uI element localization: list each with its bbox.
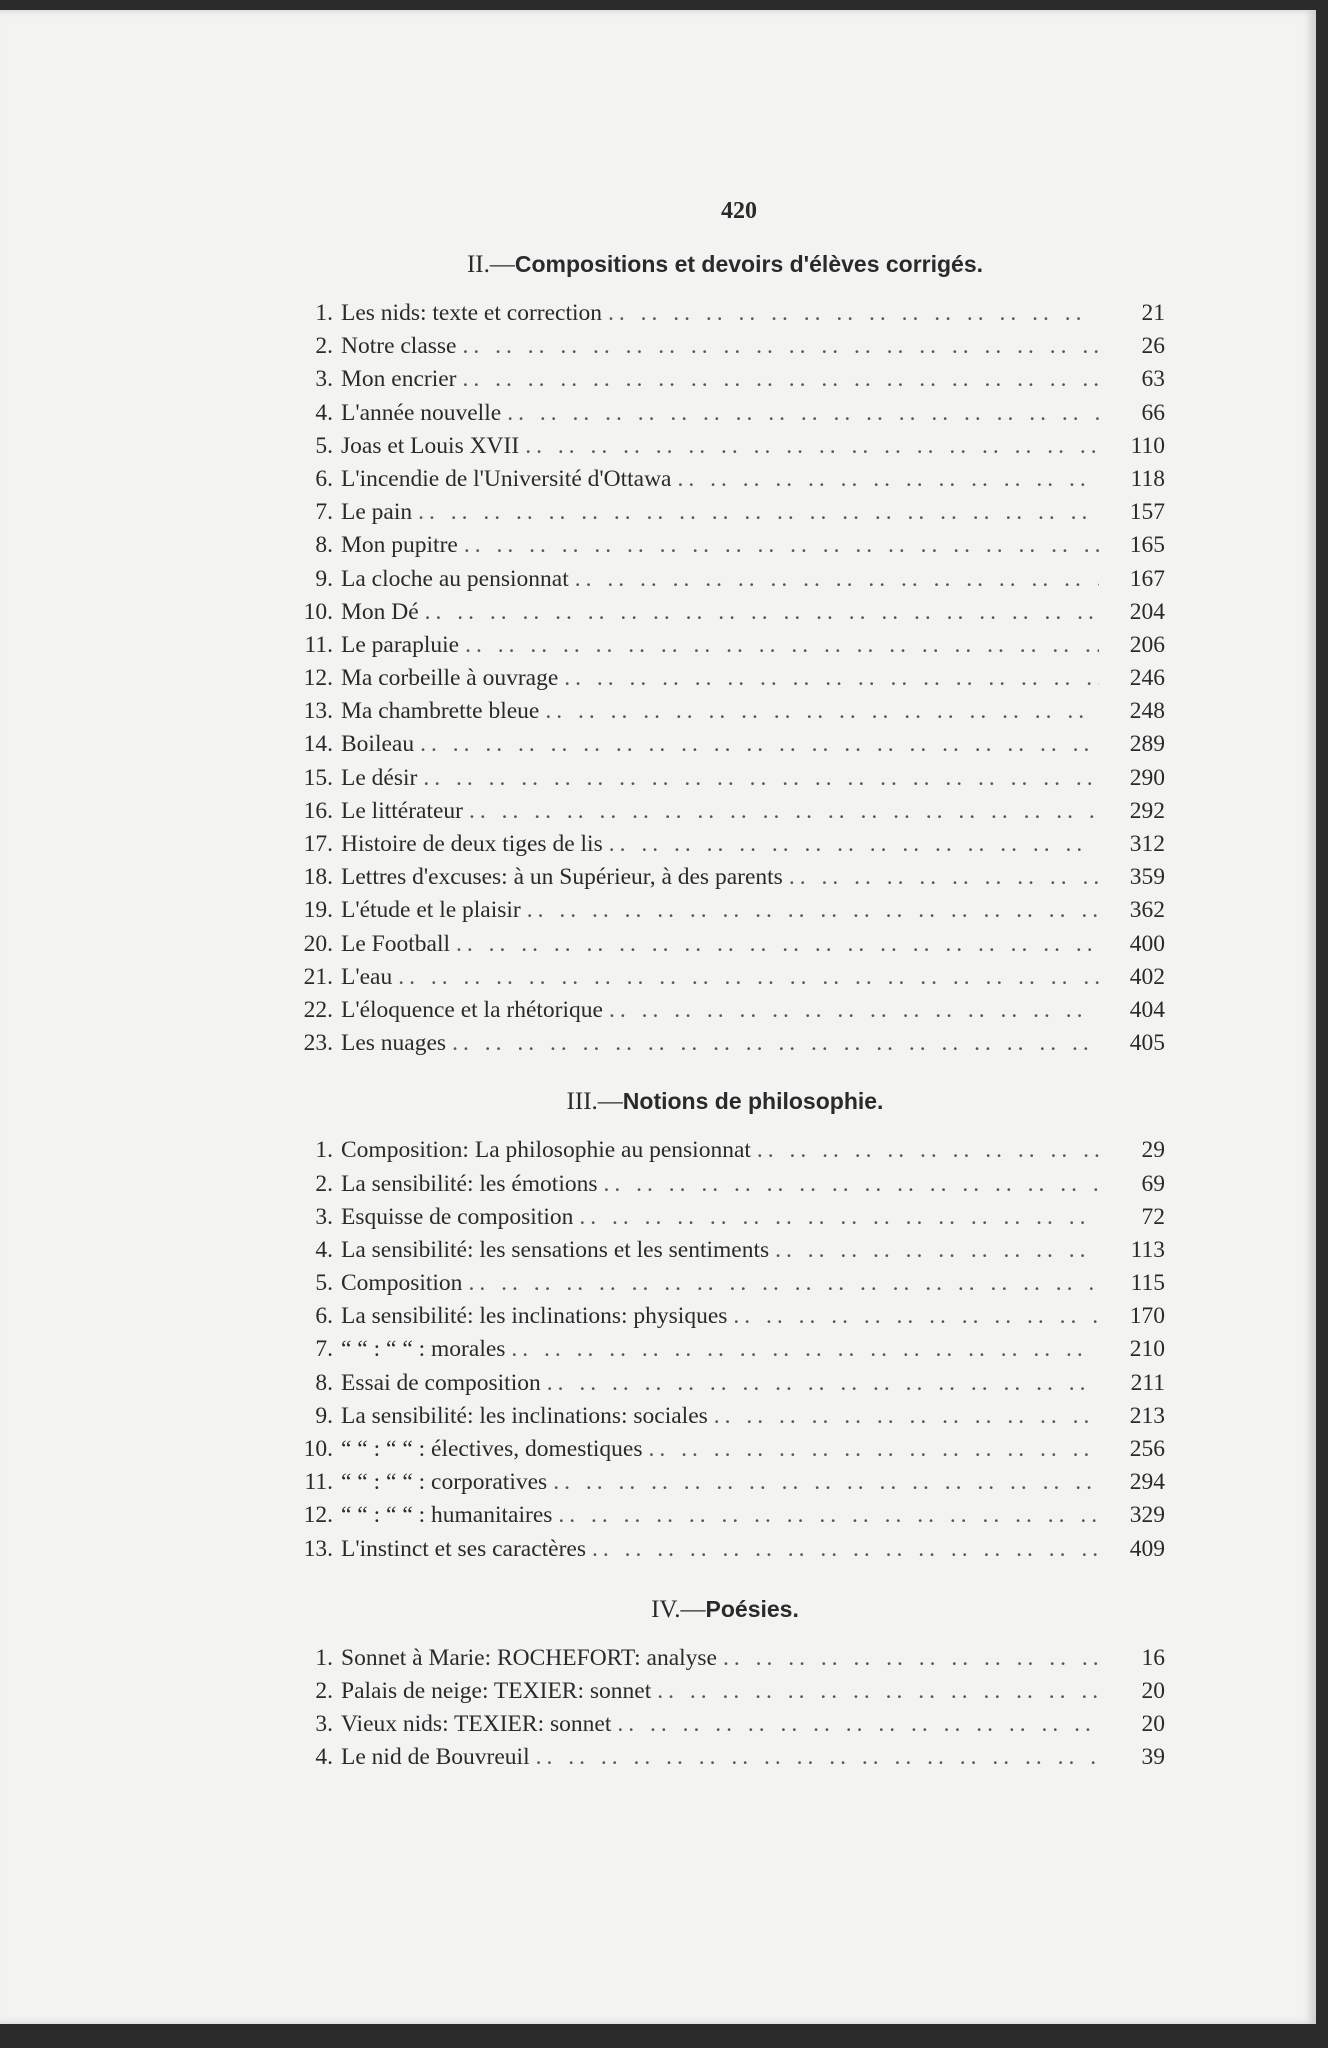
entry-page-number: 312: [1129, 831, 1165, 857]
entry-page-number: 409: [1129, 1535, 1165, 1562]
entry-number: 15.: [303, 764, 333, 791]
entry-title: “ “ : “ “ : corporatives: [341, 1469, 548, 1496]
entry-number: 11.: [304, 631, 333, 658]
entry-page-number: 118: [1130, 465, 1165, 492]
toc-entry: [285, 728, 1165, 761]
entry-title: L'éloquence et la rhétorique: [341, 996, 603, 1023]
dot-leader: [463, 330, 1100, 363]
entry-number: 3.: [315, 366, 333, 393]
section-title: [285, 1088, 1165, 1116]
entry-number: 5.: [315, 1270, 333, 1297]
entry-title: L'étude et le plaisir: [341, 897, 521, 924]
entry-title: Le parapluie: [341, 631, 460, 658]
entry-number: 16.: [303, 797, 333, 824]
dot-leader: [757, 1134, 1099, 1167]
toc-entry: [285, 1201, 1165, 1234]
entry-page-number: 404: [1129, 996, 1165, 1023]
toc-entry: [285, 330, 1165, 363]
entry-title: Le nid de Bouvreuil: [341, 1744, 530, 1771]
dot-leader: [511, 1333, 1099, 1366]
dot-leader: [525, 430, 1099, 463]
entry-title: Le littérateur: [341, 797, 463, 824]
entry-number: 7.: [315, 499, 333, 526]
toc-entry: [285, 861, 1165, 894]
dot-leader: [775, 1234, 1099, 1267]
toc-entry: [285, 1741, 1165, 1774]
toc-entry: [285, 596, 1165, 629]
entry-page-number: 210: [1129, 1336, 1165, 1363]
entry-page-number: 20: [1141, 1677, 1165, 1704]
entry-title: Boileau: [341, 731, 415, 758]
entry-title: Composition: [341, 1270, 463, 1297]
entry-page-number: 292: [1129, 797, 1165, 824]
entry-title: Les nuages: [341, 1030, 447, 1057]
dot-leader: [545, 695, 1099, 728]
toc-entry: [285, 762, 1165, 795]
entry-page-number: 69: [1141, 1170, 1165, 1197]
toc-entry: [285, 463, 1165, 496]
entry-list: [285, 297, 1165, 1060]
section-title: [285, 251, 1165, 279]
entry-number: 8.: [315, 1369, 333, 1396]
dot-leader: [575, 563, 1099, 596]
entry-title: Sonnet à Marie: ROCHEFORT: analyse: [341, 1644, 717, 1671]
section-heading: Poésies.: [705, 1595, 799, 1622]
entry-number: 19.: [303, 897, 333, 924]
entry-title: Le Football: [341, 930, 450, 957]
entry-number: 2.: [315, 1170, 333, 1197]
dot-leader: [464, 529, 1099, 562]
dot-leader: [547, 1367, 1099, 1400]
entry-page-number: 72: [1141, 1203, 1165, 1230]
dot-leader: [553, 1466, 1099, 1499]
entry-number: 5.: [315, 432, 333, 459]
entry-page-number: 402: [1129, 963, 1165, 990]
dot-leader: [465, 629, 1099, 662]
entry-number: 3.: [315, 1203, 333, 1230]
dot-leader: [733, 1300, 1099, 1333]
dot-leader: [558, 1499, 1099, 1532]
entry-page-number: 248: [1129, 698, 1165, 725]
toc-entry: [285, 795, 1165, 828]
entry-page-number: 113: [1130, 1236, 1165, 1263]
entry-list: [285, 1134, 1165, 1565]
entry-title: Vieux nids: TEXIER: sonnet: [341, 1711, 612, 1738]
toc-entry: [285, 363, 1165, 396]
entry-page-number: 290: [1129, 764, 1165, 791]
entry-title: La sensibilité: les émotions: [341, 1170, 598, 1197]
toc-entry: [285, 1499, 1165, 1532]
toc-entry: [285, 1300, 1165, 1333]
entry-page-number: 256: [1129, 1436, 1165, 1462]
entry-title: L'instinct et ses caractères: [341, 1535, 586, 1562]
entry-title: Ma corbeille à ouvrage: [341, 665, 559, 692]
toc-entry: [285, 1168, 1165, 1201]
entry-title: Mon encrier: [341, 366, 457, 393]
entry-page-number: 329: [1129, 1502, 1165, 1529]
entry-number: 4.: [315, 1236, 333, 1263]
dot-leader: [420, 728, 1099, 761]
toc-entry: [285, 1642, 1165, 1675]
entry-page-number: 16: [1141, 1644, 1165, 1671]
dot-leader: [527, 894, 1099, 927]
dot-leader: [418, 496, 1099, 529]
entry-page-number: 20: [1141, 1711, 1165, 1738]
section-poesies: [285, 1596, 1165, 1775]
entry-title: “ “ : “ “ : morales: [341, 1336, 506, 1363]
toc-entry: [285, 1367, 1165, 1400]
toc-entry: [285, 1533, 1165, 1566]
entry-page-number: 405: [1129, 1030, 1165, 1057]
entry-number: 3.: [315, 1711, 333, 1738]
entry-number: 9.: [315, 565, 333, 592]
entry-title: La sensibilité: les sensations et les sentiments: [341, 1236, 770, 1263]
entry-page-number: 165: [1129, 532, 1165, 559]
toc-entry: [285, 397, 1165, 430]
dot-leader: [678, 463, 1100, 496]
entry-page-number: 362: [1129, 897, 1165, 924]
page-content: [285, 198, 1165, 1795]
entry-number: 23.: [303, 1030, 333, 1057]
entry-title: La cloche au pensionnat: [341, 565, 569, 592]
dot-leader: [657, 1675, 1099, 1708]
dot-leader: [507, 397, 1099, 430]
entry-title: Ma chambrette bleue: [341, 698, 540, 725]
entry-title: L'année nouvelle: [341, 399, 502, 426]
entry-title: Notre classe: [341, 333, 457, 360]
entry-number: 4.: [315, 1744, 333, 1771]
entry-number: 1.: [315, 1137, 333, 1164]
entry-number: 14.: [303, 731, 333, 758]
entry-number: 13.: [303, 1535, 333, 1562]
toc-entry: [285, 1134, 1165, 1167]
entry-title: Joas et Louis XVII: [341, 432, 520, 459]
entry-page-number: 359: [1129, 864, 1165, 891]
entry-number: 10.: [303, 598, 333, 625]
dot-leader: [592, 1533, 1099, 1566]
toc-entry: [285, 1433, 1165, 1466]
entry-page-number: 170: [1129, 1303, 1165, 1330]
toc-entry: [285, 695, 1165, 728]
entry-page-number: 110: [1130, 432, 1165, 459]
dot-leader: [789, 861, 1099, 894]
entry-number: 2.: [315, 333, 333, 360]
entry-title: L'incendie de l'Université d'Ottawa: [341, 465, 672, 492]
dot-leader: [648, 1433, 1099, 1466]
entry-page-number: 66: [1141, 399, 1165, 426]
section-title: [285, 1596, 1165, 1624]
section-numeral: IV.—: [651, 1595, 706, 1623]
toc-entry: [285, 430, 1165, 463]
toc-entry: [285, 529, 1165, 562]
entry-title: Composition: La philosophie au pensionnat: [341, 1137, 751, 1164]
dot-leader: [564, 662, 1099, 695]
book-page: [0, 10, 1316, 2024]
toc-entry: [285, 496, 1165, 529]
toc-entry: [285, 1234, 1165, 1267]
toc-entry: [285, 994, 1165, 1027]
entry-number: 6.: [315, 1303, 333, 1330]
entry-number: 6.: [315, 465, 333, 492]
entry-number: 8.: [315, 532, 333, 559]
toc-entry: [285, 297, 1165, 330]
entry-number: 11.: [304, 1469, 333, 1496]
entry-list: [285, 1642, 1165, 1775]
entry-number: 2.: [315, 1677, 333, 1704]
dot-leader: [423, 762, 1099, 795]
dot-leader: [604, 1168, 1099, 1201]
dot-leader: [609, 828, 1099, 861]
entry-number: 1.: [315, 300, 333, 326]
dot-leader: [723, 1642, 1099, 1675]
toc-entry: [285, 1675, 1165, 1708]
dot-leader: [425, 596, 1099, 629]
entry-number: 21.: [303, 963, 333, 990]
entry-title: “ “ : “ “ : électives, domestiques: [341, 1436, 643, 1462]
entry-page-number: 204: [1129, 598, 1165, 625]
toc-entry: [285, 629, 1165, 662]
entry-title: Mon pupitre: [341, 532, 458, 559]
entry-page-number: 294: [1129, 1469, 1165, 1496]
entry-title: Palais de neige: TEXIER: sonnet: [341, 1677, 652, 1704]
toc-entry: [285, 1708, 1165, 1741]
entry-number: 18.: [303, 864, 333, 891]
section-philosophie: [285, 1088, 1165, 1565]
entry-title: La sensibilité: les inclinations: physiques: [341, 1303, 728, 1330]
entry-number: 10.: [303, 1436, 333, 1462]
entry-number: 22.: [303, 996, 333, 1023]
toc-entry: [285, 894, 1165, 927]
entry-title: L'eau: [341, 963, 393, 990]
entry-number: 13.: [303, 698, 333, 725]
entry-title: “ “ : “ “ : humanitaires: [341, 1502, 553, 1529]
entry-title: Le pain: [341, 499, 413, 526]
entry-page-number: 400: [1129, 930, 1165, 957]
entry-title: La sensibilité: les inclinations: sociales: [341, 1402, 708, 1429]
entry-number: 9.: [315, 1402, 333, 1429]
dot-leader: [456, 928, 1099, 961]
entry-title: Essai de composition: [341, 1369, 541, 1396]
toc-entry: [285, 961, 1165, 994]
toc-entry: [285, 1333, 1165, 1366]
entry-page-number: 213: [1129, 1402, 1165, 1429]
entry-page-number: 115: [1130, 1270, 1165, 1297]
toc-entry: [285, 928, 1165, 961]
entry-title: Esquisse de composition: [341, 1203, 574, 1230]
entry-page-number: 29: [1141, 1137, 1165, 1164]
toc-entry: [285, 1466, 1165, 1499]
entry-page-number: 211: [1130, 1369, 1165, 1396]
entry-title: Lettres d'excuses: à un Supérieur, à des parents: [341, 864, 783, 891]
dot-leader: [608, 297, 1099, 330]
dot-leader: [579, 1201, 1099, 1234]
entry-page-number: 21: [1141, 300, 1165, 326]
dot-leader: [463, 363, 1100, 396]
entry-title: Le désir: [341, 764, 418, 791]
section-numeral: II.—: [466, 251, 515, 278]
dot-leader: [468, 1267, 1099, 1300]
section-heading: Notions de philosophie.: [622, 1088, 884, 1115]
entry-number: 4.: [315, 399, 333, 426]
dot-leader: [398, 961, 1099, 994]
entry-title: Mon Dé: [341, 598, 419, 625]
toc-entry: [285, 1400, 1165, 1433]
entry-page-number: 26: [1141, 333, 1165, 360]
entry-page-number: 289: [1129, 731, 1165, 758]
toc-entry: [285, 1267, 1165, 1300]
dot-leader: [536, 1741, 1099, 1774]
section-numeral: III.—: [566, 1088, 623, 1116]
page-number: 420: [721, 198, 757, 224]
entry-title: Histoire de deux tiges de lis: [341, 831, 603, 857]
dot-leader: [609, 994, 1099, 1027]
entry-page-number: 157: [1129, 499, 1165, 526]
entry-number: 20.: [303, 930, 333, 957]
dot-leader: [452, 1027, 1099, 1060]
toc-entry: [285, 1027, 1165, 1060]
section-heading: Compositions et devoirs d'élèves corrigés.: [514, 251, 984, 277]
section-compositions: [285, 251, 1165, 1060]
entry-page-number: 246: [1129, 665, 1165, 692]
toc-entry: [285, 828, 1165, 861]
entry-number: 17.: [303, 831, 333, 857]
toc-entry: [285, 662, 1165, 695]
dot-leader: [714, 1400, 1099, 1433]
entry-title: Les nids: texte et correction: [341, 300, 603, 326]
entry-number: 12.: [303, 665, 333, 692]
dot-leader: [617, 1708, 1099, 1741]
entry-number: 7.: [315, 1336, 333, 1363]
entry-page-number: 167: [1129, 565, 1165, 592]
toc-entry: [285, 563, 1165, 596]
entry-number: 12.: [303, 1502, 333, 1529]
entry-page-number: 63: [1141, 366, 1165, 393]
entry-number: 1.: [315, 1644, 333, 1671]
entry-page-number: 206: [1129, 631, 1165, 658]
entry-page-number: 39: [1141, 1744, 1165, 1771]
dot-leader: [469, 795, 1099, 828]
